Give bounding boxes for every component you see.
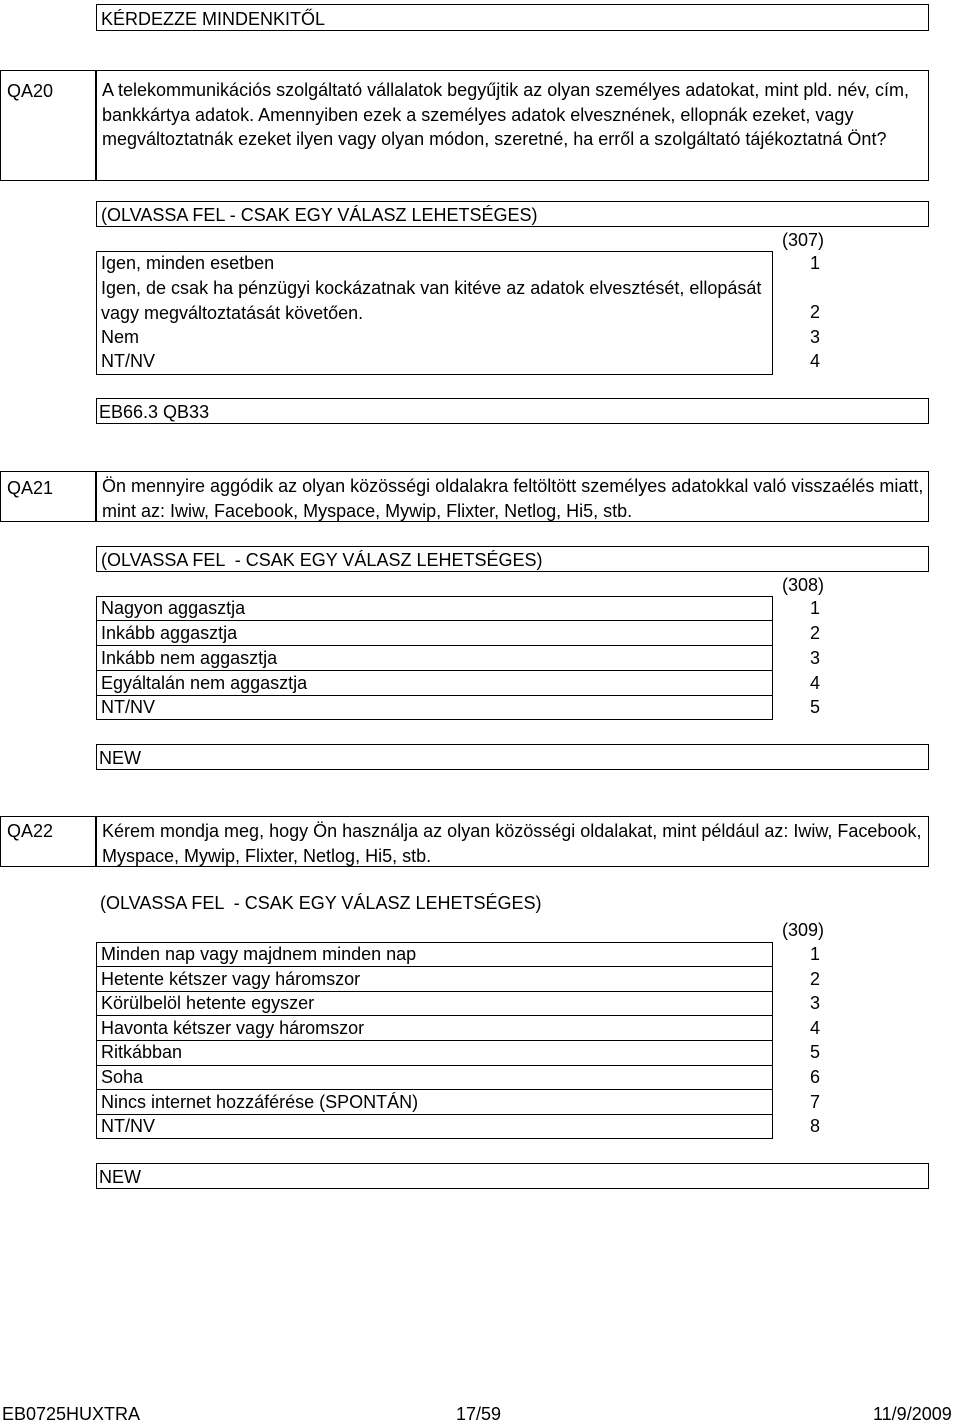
instruction-text: (OLVASSA FEL - CSAK EGY VÁLASZ LEHETSÉGES) (101, 550, 543, 570)
option-code: 3 (809, 327, 820, 347)
option-code: 6 (809, 1067, 820, 1087)
footer-doc-id: EB0725HUXTRA (2, 1404, 141, 1424)
instruction-box (96, 546, 929, 572)
section-header-title: KÉRDEZZE MINDENKITŐL (101, 9, 326, 29)
option-label: Ritkábban (101, 1042, 183, 1062)
question-text: Ön mennyire aggódik az olyan közösségi oldalakra feltöltött személyes adatokkal való visszaélés miatt, mint az: Iwiw, Facebook, Myspace, Mywip, Flixter, Netlog, Hi5, stb. (102, 476, 929, 521)
source-note-box (96, 398, 929, 424)
question-text: A telekommunikációs szolgáltató vállalatok begyűjtik az olyan személyes adatokat, mint pld. név, cím, bankkártya adatok. Amennyiben ezek a személyes adatok elvesznének, ellopnák ezeket, vagy megváltoztatnák ezeket ilyen vagy olyan módon, szeretné, ha erről a szolgáltató tájékoztatná Önt? (102, 80, 915, 149)
question-text-box (96, 816, 929, 867)
instruction-box (96, 201, 929, 227)
option-label: NT/NV (101, 697, 155, 717)
option-code: 2 (809, 623, 820, 643)
option-code: 5 (809, 697, 820, 717)
question-code-box (0, 471, 96, 522)
variable-number: (308) (781, 575, 824, 595)
source-note-box (96, 1163, 929, 1189)
question-code-box (0, 70, 96, 181)
footer-page-number: 17/59 (456, 1404, 502, 1424)
option-label: Igen, minden esetben (101, 253, 275, 273)
option-label: NT/NV (101, 351, 155, 371)
variable-number: (309) (781, 920, 824, 940)
section-header (96, 4, 929, 31)
option-label: Havonta kétszer vagy háromszor (101, 1018, 365, 1038)
option-label: Igen, de csak ha pénzügyi kockázatnak van kitéve az adatok elvesztését, ellopását vagy megváltoztatását követően. (101, 278, 767, 323)
instruction-text: (OLVASSA FEL - CSAK EGY VÁLASZ LEHETSÉGES) (100, 893, 542, 913)
option-code: 1 (809, 598, 820, 618)
question-code-box (0, 816, 96, 867)
source-note-box (96, 744, 929, 770)
option-label: Minden nap vagy majdnem minden nap (101, 944, 417, 964)
option-code: 4 (809, 351, 820, 371)
option-code: 2 (809, 302, 820, 322)
source-note: NEW (99, 1167, 141, 1187)
instruction-text: (OLVASSA FEL - CSAK EGY VÁLASZ LEHETSÉGES) (101, 205, 538, 225)
option-label: Nincs internet hozzáférése (SPONTÁN) (101, 1092, 419, 1112)
footer-date: 11/9/2009 (873, 1404, 952, 1424)
option-label: Egyáltalán nem aggasztja (101, 673, 308, 693)
question-code: QA22 (7, 821, 54, 841)
option-label: Inkább nem aggasztja (101, 648, 278, 668)
option-label: Inkább aggasztja (101, 623, 238, 643)
question-code: QA20 (7, 81, 54, 101)
option-code: 4 (809, 673, 820, 693)
option-label: Körülbelöl hetente egyszer (101, 993, 315, 1013)
question-text: Kérem mondja meg, hogy Ön használja az olyan közösségi oldalakat, mint például az: Iwiw, Facebook, Myspace, Mywip, Flixter, Netlog, Hi5, stb. (102, 821, 927, 866)
option-label: NT/NV (101, 1116, 155, 1136)
option-label: Soha (101, 1067, 144, 1087)
question-code: QA21 (7, 478, 54, 498)
option-code: 1 (809, 253, 820, 273)
option-code: 7 (809, 1092, 820, 1112)
option-code: 5 (809, 1042, 820, 1062)
option-code: 8 (809, 1116, 820, 1136)
option-label: Hetente kétszer vagy háromszor (101, 969, 361, 989)
question-text-box (96, 471, 929, 522)
option-code: 3 (809, 648, 820, 668)
option-code: 2 (809, 969, 820, 989)
source-note: EB66.3 QB33 (99, 402, 210, 422)
option-code: 3 (809, 993, 820, 1013)
source-note: NEW (99, 748, 141, 768)
option-code: 4 (809, 1018, 820, 1038)
question-text-box (96, 70, 929, 181)
variable-number: (307) (781, 230, 824, 250)
option-code: 1 (809, 944, 820, 964)
option-label: Nem (101, 327, 140, 347)
option-label: Nagyon aggasztja (101, 598, 246, 618)
